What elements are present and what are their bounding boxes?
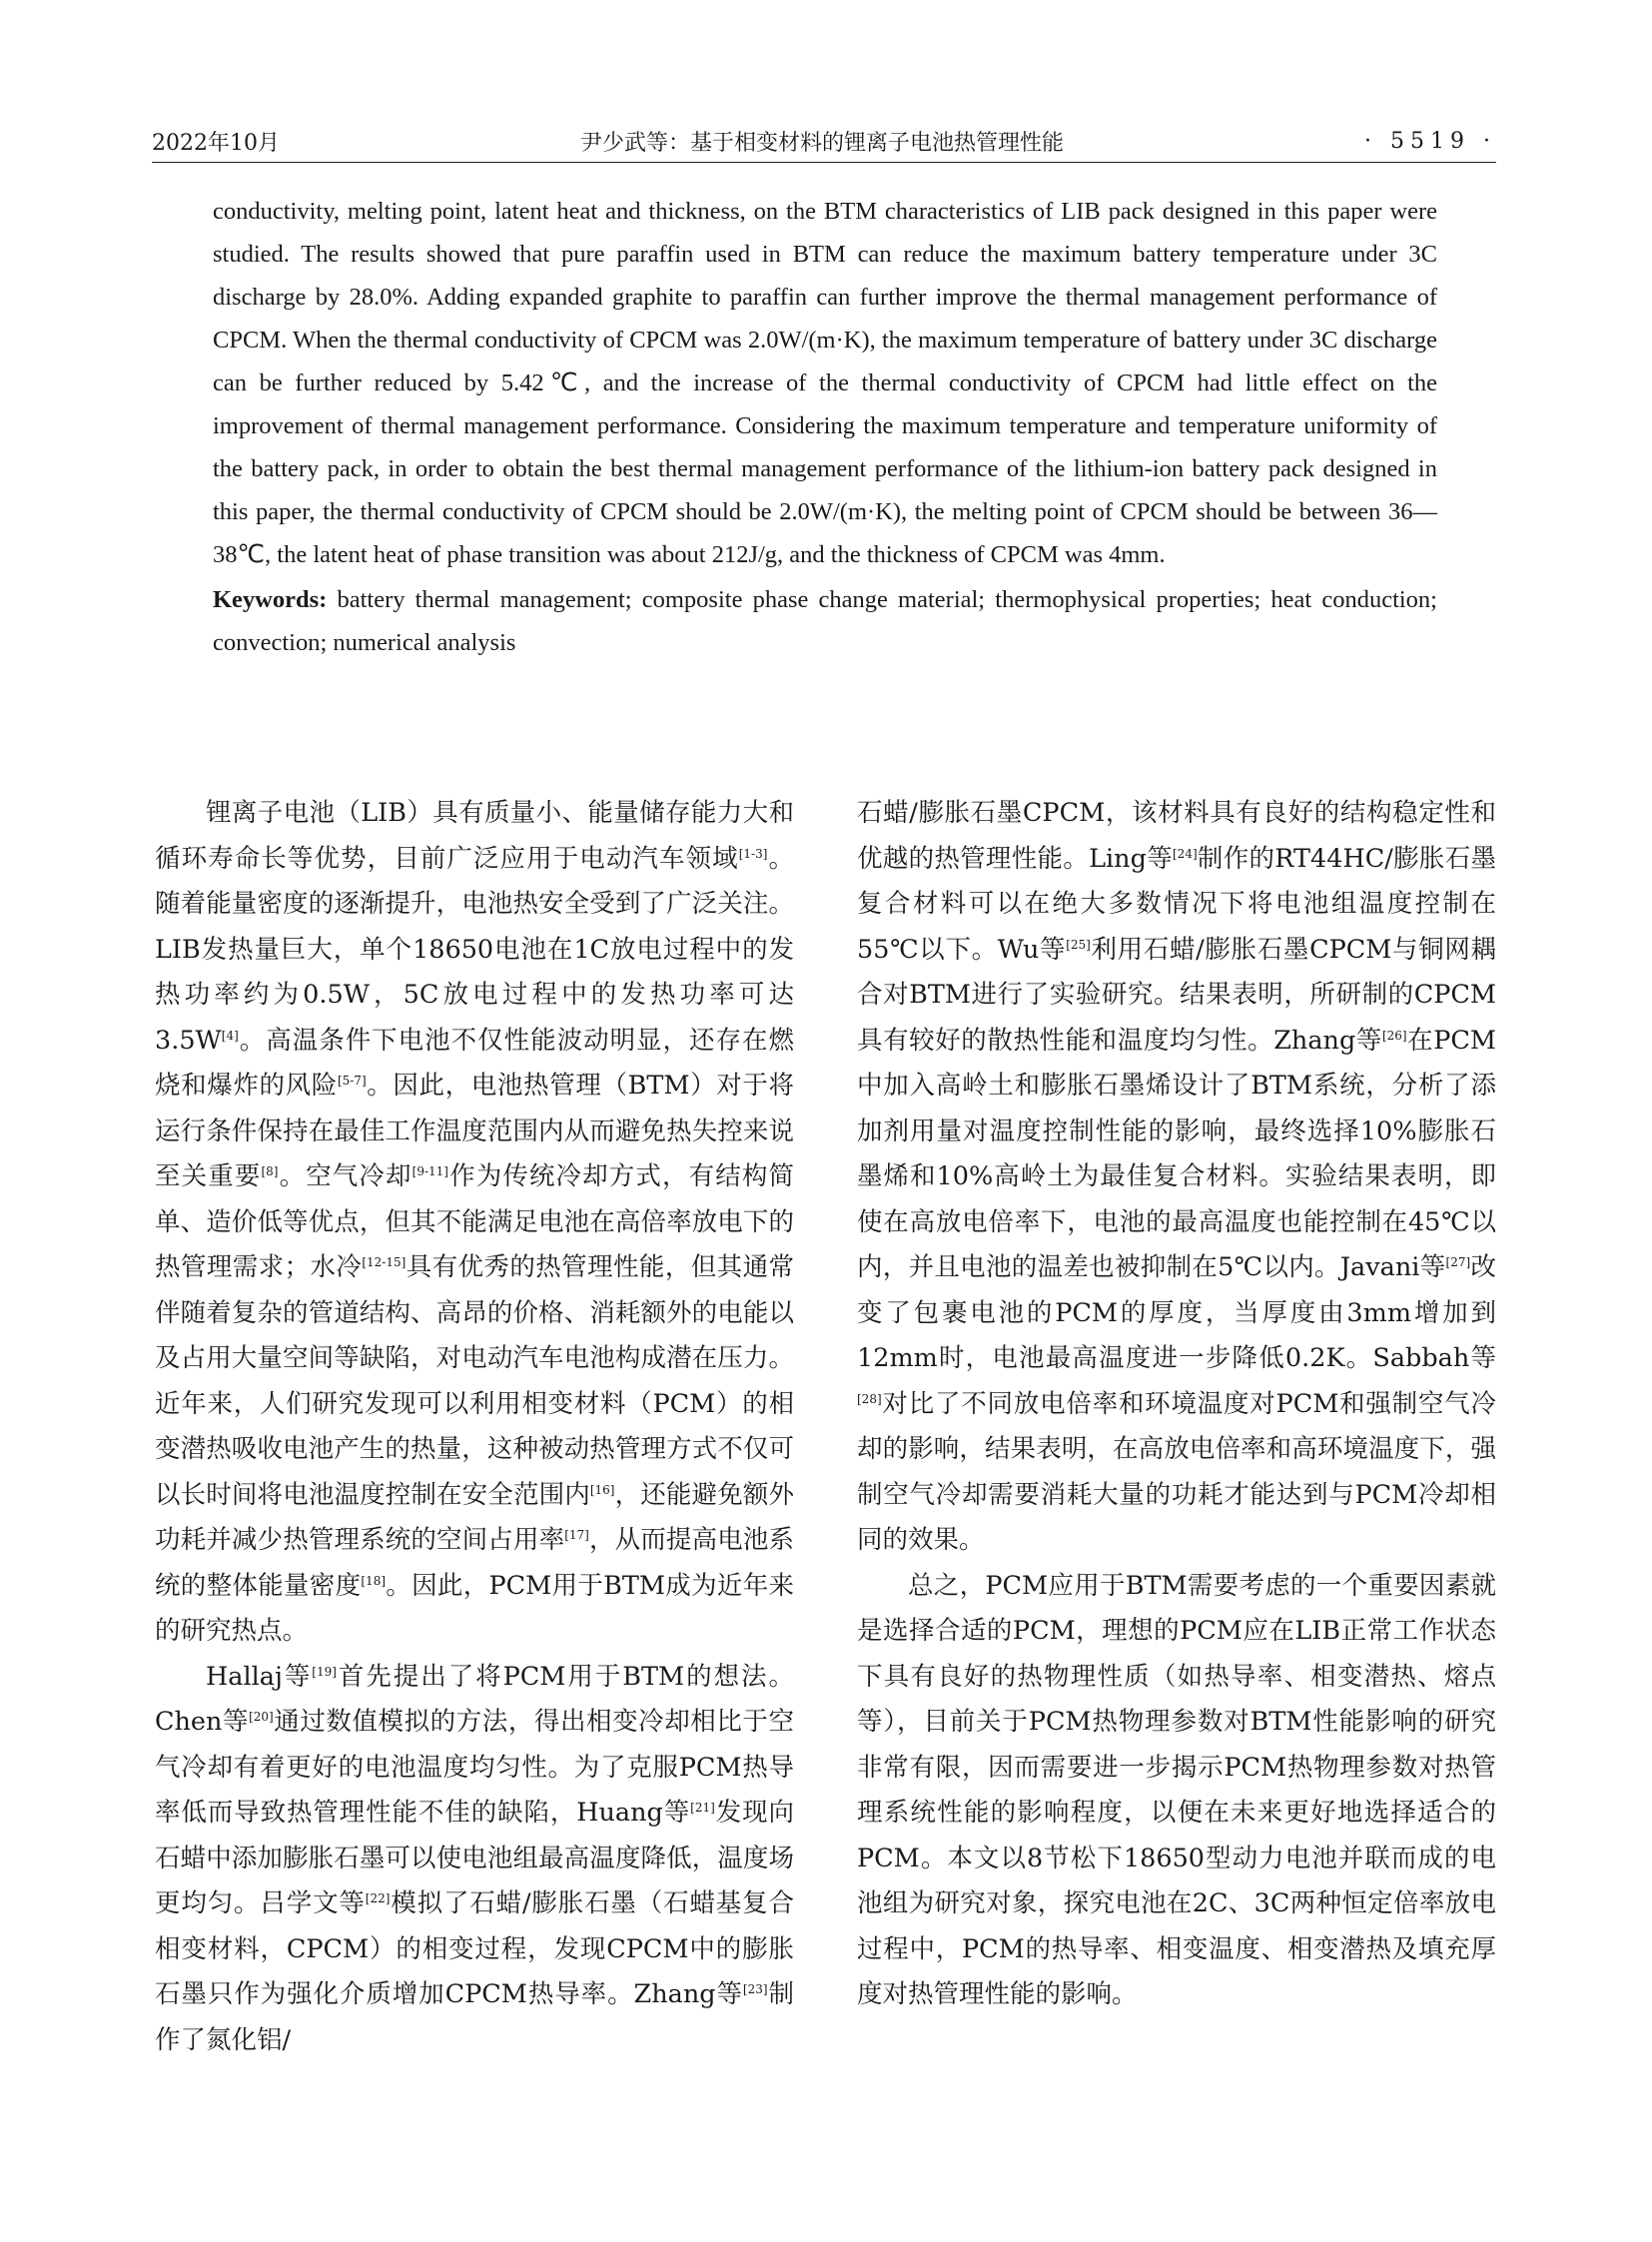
header-date: 2022年10月 [152, 130, 280, 156]
text-segment: 具有优秀的热管理性能，但其通常伴随着复杂的管道结构、高昂的价格、消耗额外的电能以及占用大量空间等缺陷，对电动汽车电池构成潜在压力。近年来，人们研究发现可以利用相变材料（PCM）的相变潜热吸收电池产生的热量，这种被动热管理方式不仅可以长时间将电池温度控制在安全范围内 [155, 1252, 794, 1510]
text-segment: 。因此，PCM用于BTM成为近年来的研究热点。 [155, 1570, 794, 1646]
running-header [152, 124, 1496, 158]
citation: [28] [857, 1391, 882, 1406]
citation: [4] [221, 1028, 239, 1043]
text-segment: 作为传统冷却方式，有结构简单、造价低等优点，但其不能满足电池在高倍率放电下的热管理需求；水冷 [155, 1161, 794, 1282]
text-segment: 。空气冷却 [278, 1161, 413, 1191]
text-segment: 。随着能量密度的逐渐提升，电池热安全受到了广泛关注。LIB发热量巨大，单个18650电池在1C放电过程中的发热功率约为0.5W，5C放电过程中的发热功率可达3.5W [155, 843, 794, 1056]
citation: [27] [1445, 1255, 1471, 1269]
intro-paragraph-2-continued [857, 791, 1496, 1564]
text-segment: 对比了不同放电倍率和环境温度对PCM和强制空气冷却的影响，结果表明，在高放电倍率和高环境温度下，强制空气冷却需要消耗大量的功耗才能达到与PCM冷却相同的效果。 [857, 1388, 1496, 1555]
text-segment: 。高温条件下电池不仅性能波动明显，还存在燃烧和爆炸的风险 [155, 1025, 794, 1101]
citation: [20] [249, 1710, 274, 1724]
text-segment: 制作的RT44HC/膨胀石墨复合材料可以在绝大多数情况下将电池组温度控制在55℃以下。Wu等 [857, 843, 1496, 965]
citation: [18] [361, 1573, 387, 1588]
abstract-text: conductivity, melting point, latent heat and thickness, on the BTM characteristics of LIB pack designed in this paper were studied. The results showed that pure paraffin used in BTM can reduce the maximum battery temperature under 3C discharge by 28.0%. Adding expanded graphite to paraffin can further improve the thermal management performance of CPCM. When the thermal conductivity of CPCM was 2.0W/(m·K), the maximum temperature of battery under 3C discharge can be further reduced by 5.42℃, and the increase of the thermal conductivity of CPCM had little effect on the improvement of thermal management performance. Considering the maximum temperature and temperature uniformity of the battery pack, in order to obtain the best thermal management performance of the lithium-ion battery pack designed in this paper, the thermal conductivity of CPCM should be 2.0W/(m·K), the melting point of CPCM should be between 36—38℃, the latent heat of phase transition was about 212J/g, and the thickness of CPCM was 4mm. [213, 198, 1437, 568]
citation: [8] [261, 1164, 279, 1178]
citation: [16] [589, 1482, 615, 1497]
citation: [23] [742, 1982, 768, 1996]
text-segment: 通过数值模拟的方法，得出相变冷却相比于空气冷却有着更好的电池温度均匀性。为了克服PCM热导率低而导致热管理性能不佳的缺陷，Huang等 [155, 1707, 794, 1828]
page-number: · 5519 · [1364, 128, 1496, 154]
text-segment: 。因此，电池热管理（BTM）对于将运行条件保持在最佳工作温度范围内从而避免热失控来说至关重要 [155, 1071, 794, 1191]
text-segment: Hallaj等 [206, 1661, 313, 1692]
text-segment: ，还能避免额外功耗并减少热管理系统的空间占用率 [155, 1479, 794, 1555]
text-segment: 发现向石蜡中添加膨胀石墨可以使电池组最高温度降低，温度场更均匀。吕学文等 [155, 1798, 794, 1918]
header-rule [152, 162, 1496, 163]
citation: [21] [690, 1801, 715, 1815]
text-segment: ，从而提高电池系统的整体能量密度 [155, 1525, 794, 1601]
keywords-text: battery thermal management; composite phase change material; thermophysical properties; heat conduction; convection; numerical analysis [213, 586, 1437, 656]
citation: [9-11] [412, 1164, 448, 1178]
intro-paragraph-1 [155, 791, 794, 1655]
text-segment: 制作了氮化铝/ [155, 1979, 794, 2055]
english-abstract [213, 190, 1437, 664]
text-segment: 改变了包裹电池的PCM的厚度，当厚度由3mm增加到12mm时，电池最高温度进一步降低0.2K。Sabbah等 [857, 1252, 1496, 1373]
intro-paragraph-2 [155, 1655, 794, 2064]
body-column-right [857, 791, 1496, 2018]
keywords-line [213, 578, 1437, 664]
text-segment: 利用石蜡/膨胀石墨CPCM与铜网耦合对BTM进行了实验研究。结果表明，所研制的CPCM具有较好的散热性能和温度均匀性。Zhang等 [857, 934, 1497, 1056]
citation: [19] [312, 1664, 337, 1679]
keywords-label: Keywords: [213, 586, 328, 613]
citation: [12-15] [362, 1255, 407, 1269]
citation: [26] [1381, 1028, 1407, 1043]
citation: [24] [1173, 846, 1198, 861]
header-title: 尹少武等：基于相变材料的锂离子电池热管理性能 [580, 130, 1065, 156]
body-column-left [155, 791, 794, 2063]
text-segment: 在PCM中加入高岭土和膨胀石墨烯设计了BTM系统，分析了添加剂用量对温度控制性能的影响，最终选择10%膨胀石墨烯和10%高岭土为最佳复合材料。实验结果表明，即使在高放电倍率下，电池的最高温度也能控制在45℃以内，并且电池的温差也被抑制在5℃以内。Javani等 [857, 1025, 1497, 1282]
citation: [25] [1066, 937, 1091, 952]
citation: [22] [365, 1891, 391, 1905]
text-segment: 首先提出了将PCM用于BTM的想法。Chen等 [155, 1661, 794, 1737]
text-segment: 石蜡/膨胀石墨CPCM，该材料具有良好的结构稳定性和优越的热管理性能。Ling等 [857, 798, 1496, 874]
citation: [5-7] [337, 1074, 367, 1088]
citation: [17] [564, 1528, 589, 1542]
citation: [1-3] [738, 846, 768, 861]
intro-paragraph-3: 总之，PCM应用于BTM需要考虑的一个重要因素就是选择合适的PCM，理想的PCM应在LIB正常工作状态下具有良好的热物理性质（如热导率、相变潜热、熔点等），目前关于PCM热物理参数对BTM性能影响的研究非常有限，因而需要进一步揭示PCM热物理参数对热管理系统性能的影响程度，以便在未来更好地选择适合的PCM。本文以8节松下18650型动力电池并联而成的电池组为研究对象，探究电池在2C、3C两种恒定倍率放电过程中，PCM的热导率、相变温度、相变潜热及填充厚度对热管理性能的影响。 [857, 1570, 1496, 2009]
text-segment: 模拟了石蜡/膨胀石墨（石蜡基复合相变材料，CPCM）的相变过程，发现CPCM中的膨胀石墨只作为强化介质增加CPCM热导率。Zhang等 [155, 1888, 794, 2009]
text-segment: 锂离子电池（LIB）具有质量小、能量储存能力大和循环寿命长等优势，目前广泛应用于电动汽车领域 [155, 798, 794, 874]
